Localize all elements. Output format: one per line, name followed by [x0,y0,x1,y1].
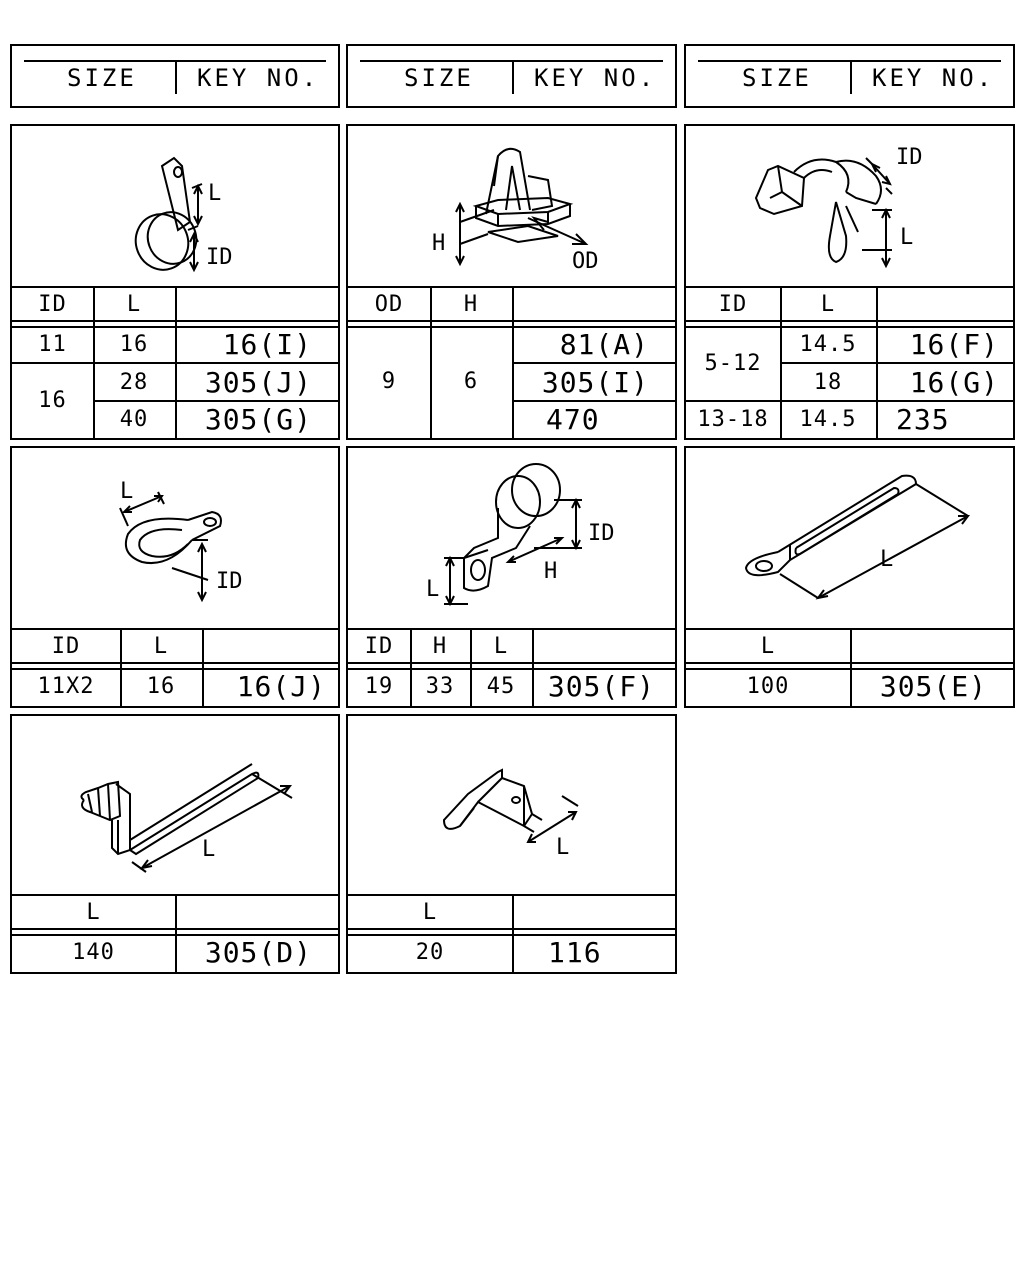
col-header-id: ID [364,633,394,659]
clamp-panel-1 [10,124,340,440]
dim-label-l: L [208,181,222,206]
cell-key-no: 235 [896,402,950,436]
clamp-panel-6 [684,446,1015,708]
size-table [348,894,675,972]
cell-l: 140 [72,939,115,965]
size-table [12,894,338,972]
cell-l: 16 [146,673,176,699]
size-table [686,286,1013,438]
clamp-figure-5 [348,448,675,632]
cell-key-no: 305(G) [204,402,312,436]
cell-l: 14.5 [799,331,857,357]
cell-key-no: 305(J) [204,365,312,399]
clamp-panel-3 [684,124,1015,440]
header-divider [175,60,177,94]
pipe-clamp-drawing [686,126,1013,288]
col-header-key [876,288,1013,320]
cell-id: 11 [38,331,67,357]
dim-label-l: L [556,835,570,860]
col-header-id: ID [38,291,67,317]
clamp-panel-2 [346,124,677,440]
header-panel-2 [346,44,677,108]
clamp-figure-2 [348,126,675,288]
push-clip-drawing [348,126,675,288]
size-table [348,286,675,438]
clamp-figure-4 [12,448,338,632]
hook-tab-drawing [348,716,675,900]
col-header-l: L [493,633,509,659]
col-header-l: L [153,633,169,659]
cell-id: 5-12 [704,350,762,376]
cell-id: 19 [364,673,394,699]
size-table [686,628,1013,706]
col-header-l: L [86,899,101,925]
col-header-key [202,630,338,662]
col-header-l: L [422,899,438,925]
cell-key-no: 16(F) [909,327,999,361]
double-loop-clip-drawing [12,448,338,632]
col-header-key [850,630,1013,662]
clamp-figure-7 [12,716,338,900]
cell-l: 18 [813,369,843,395]
screw-anchor-strap-drawing [12,716,338,900]
header-size-label: SIZE [742,64,812,92]
col-header-id: ID [51,633,81,659]
cell-key-no: 81(A) [559,327,649,361]
header-size-label: SIZE [404,64,474,92]
dim-label-l: L [900,225,914,250]
size-table [12,628,338,706]
clamp-panel-8 [346,714,677,974]
cell-l: 14.5 [799,406,857,432]
dim-label-id: ID [588,521,615,546]
header-divider [850,60,852,94]
cell-id: 16 [38,387,67,413]
col-header-key [532,630,675,662]
header-key-label: KEY NO. [872,64,995,92]
col-header-key [175,288,338,320]
header-size-label: SIZE [67,64,137,92]
cell-id: 11X2 [37,673,95,699]
clamp-figure-1 [12,126,338,288]
cell-od: 9 [381,368,397,394]
cell-key-no: 305(I) [541,365,649,399]
dim-label-l: L [880,547,894,572]
header-panel-1 [10,44,340,108]
cell-id: 13-18 [697,406,769,432]
dim-label-id: ID [206,245,233,270]
size-table [12,286,338,438]
cell-h: 6 [463,368,479,394]
offset-pipe-clamp-drawing [348,448,675,632]
clamp-figure-3 [686,126,1013,288]
header-divider [512,60,514,94]
header-panel-3 [684,44,1015,108]
cell-key-no: 305(E) [879,669,987,703]
col-header-key [512,896,675,928]
cell-key-no: 16(G) [909,365,999,399]
cell-key-no: 16(I) [222,327,312,361]
dim-label-od: OD [572,249,599,274]
col-header-key [175,896,338,928]
dim-label-h: H [432,231,446,256]
col-header-h: H [432,633,448,659]
cell-h: 33 [425,673,455,699]
cell-l: 20 [415,939,445,965]
clamp-panel-5 [346,446,677,708]
col-header-od: OD [374,291,404,317]
header-key-label: KEY NO. [534,64,657,92]
col-header-l: L [126,291,142,317]
col-header-key [512,288,675,320]
cell-key-no: 16(J) [236,669,326,703]
col-header-l: L [760,633,776,659]
dim-label-id: ID [216,569,243,594]
col-header-h: H [463,291,479,317]
cell-l: 28 [119,369,149,395]
cell-l: 100 [746,673,790,699]
cell-key-no: 305(D) [204,935,312,969]
dim-label-id: ID [896,145,923,170]
clamp-panel-4 [10,446,340,708]
cell-key-no: 305(F) [547,669,655,703]
cell-l: 16 [119,331,149,357]
header-key-label: KEY NO. [197,64,320,92]
dim-label-l: L [202,837,216,862]
cell-l: 45 [486,673,516,699]
clamp-figure-6 [686,448,1013,632]
col-header-l: L [820,291,836,317]
dim-label-l: L [426,577,440,602]
loop-clamp-drawing [12,126,338,288]
cell-key-no: 116 [548,935,602,969]
slotted-strap-drawing [686,448,1013,632]
clamp-panel-7 [10,714,340,974]
clamp-figure-8 [348,716,675,900]
dim-label-h: H [544,559,558,584]
cell-l: 40 [119,406,149,432]
cell-key-no: 470 [546,402,600,436]
dim-label-l: L [120,479,134,504]
size-table [348,628,675,706]
col-header-id: ID [718,291,748,317]
